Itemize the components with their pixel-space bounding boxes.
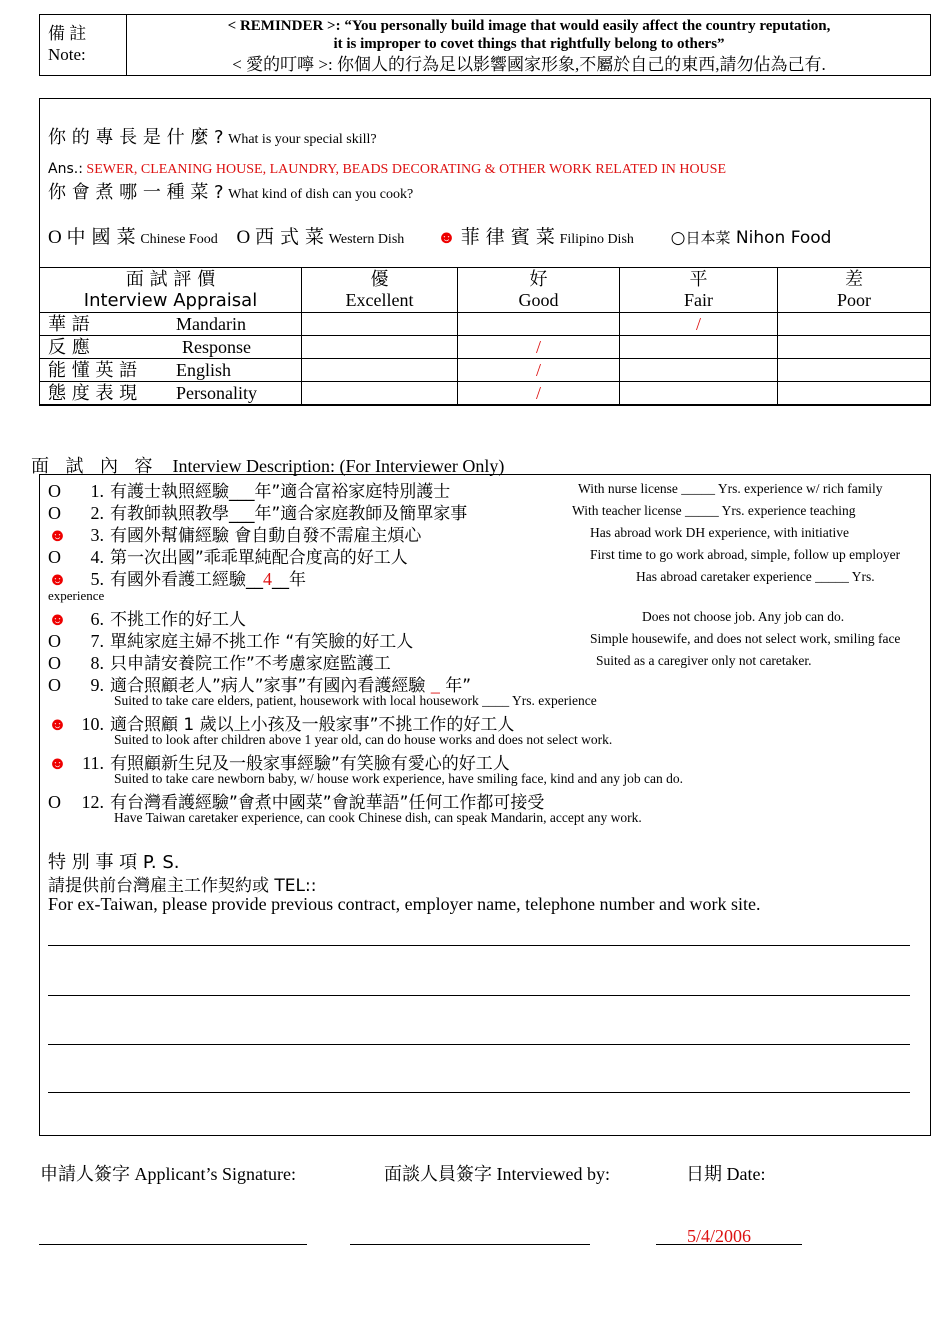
smiley-selected-icon: ☻ [48, 753, 67, 773]
radio-mark: O [48, 227, 62, 248]
appraisal-row-response [40, 336, 931, 359]
smiley-selected-icon: ☻ [437, 227, 456, 247]
item-zh: 第一次出國”乖乖單純配合度高的好工人 [110, 548, 408, 568]
col-en: Good [518, 290, 559, 310]
mark-cell[interactable]: / [458, 336, 620, 359]
col-zh: 差 [845, 269, 863, 290]
row-en: Response [182, 336, 251, 357]
col-good [458, 268, 620, 313]
item-num: 11. [82, 753, 104, 773]
col-fair [620, 268, 778, 313]
item-num: 12. [81, 792, 104, 812]
ps-en: For ex-Taiwan, please provide previous contract, employer name, telephone number and work site. [48, 894, 761, 914]
appraisal-header [40, 268, 302, 313]
item-zh: 適合照顧 1 歲以上小孩及一般家事”不挑工作的好工人 [110, 715, 515, 735]
reminder-line-2: it is improper to covet things that rightfully belong to others” [333, 36, 725, 52]
mark-cell[interactable] [302, 359, 458, 382]
smiley-selected-icon: ☻ [48, 609, 67, 629]
item-num: 6. [90, 609, 104, 629]
interviewer-signature-line[interactable] [350, 1244, 590, 1245]
item-en: Suited to take care newborn baby, w/ house work experience, have smiling face, kind and any job can do. [114, 771, 683, 786]
radio-mark: O [48, 631, 61, 651]
dish-option-chinese[interactable] [48, 227, 218, 248]
note-label-zh: 備 註 [48, 24, 87, 43]
radio-mark: ○ [670, 228, 686, 248]
years-value[interactable]: 4 [263, 569, 272, 589]
smiley-selected-icon: ☻ [48, 714, 67, 734]
skill-answer [48, 161, 726, 178]
item-zh: 有教師執照教學___年”適合家庭教師及簡單家事 [110, 504, 468, 524]
item-en: First time to go work abroad, simple, follow up employer [590, 547, 901, 562]
item-num: 3. [90, 525, 104, 545]
skill-question [48, 123, 377, 149]
reminder-note-box [39, 14, 931, 76]
writing-line[interactable] [48, 945, 910, 946]
dish-en: Filipino Dish [559, 232, 634, 247]
row-zh: 反 應 [48, 336, 90, 358]
dish-en: Western Dish [328, 232, 405, 247]
radio-mark: O [48, 481, 61, 501]
date-value[interactable]: 5/4/2006 [686, 1226, 751, 1246]
mark-cell[interactable] [302, 382, 458, 405]
mark-cell[interactable]: / [458, 359, 620, 382]
item-en: With nurse license _____ Yrs. experience w/ rich family [578, 481, 883, 496]
interview-description-box [39, 474, 931, 1136]
item-en: Has abroad caretaker experience _____ Yrs. [636, 569, 875, 584]
item-en: With teacher license _____ Yrs. experience teaching [572, 503, 856, 518]
row-en: Mandarin [176, 313, 246, 334]
item-zh: 有護士執照經驗___年”適合富裕家庭特別護士 [110, 482, 451, 502]
item-zh: 不挑工作的好工人 [110, 610, 246, 630]
mark-cell[interactable] [778, 313, 931, 336]
ps-title-text: 特 別 事 項 P. S. [48, 852, 180, 873]
description-item[interactable] [48, 565, 306, 590]
item-zh: 有國外看護工經驗__ [110, 570, 263, 590]
item-zh: 年” [439, 676, 472, 696]
mark-cell[interactable] [302, 313, 458, 336]
item-en: Does not choose job. Any job can do. [642, 609, 845, 624]
dish-en: Nihon Food [735, 228, 832, 248]
skill-question-zh: 你 的 專 長 是 什 麼 ? [48, 127, 224, 148]
item-en: Simple housewife, and does not select work, smiling face [590, 631, 901, 646]
title-zh: 面 試 內 容 [31, 456, 159, 476]
col-en: Fair [684, 290, 713, 310]
item-en: Have Taiwan caretaker experience, can cook Chinese dish, can speak Mandarin, accept any work. [114, 810, 642, 825]
mark-cell[interactable] [778, 336, 931, 359]
date-label: 日期 Date: [686, 1164, 766, 1184]
smiley-selected-icon: ☻ [48, 525, 67, 545]
radio-mark: O [48, 503, 61, 523]
col-en: Excellent [345, 290, 414, 310]
reminder-line-zh: < 愛的叮嚀 >: 你個人的行為足以影響國家形象,不屬於自己的東西,請勿佔為己有. [232, 55, 826, 74]
dish-question [48, 178, 413, 204]
header-zh: 面 試 評 價 [125, 269, 216, 290]
radio-mark: O [48, 653, 61, 673]
item-en-wrap: experience [48, 588, 105, 603]
mark-cell[interactable]: / [620, 313, 778, 336]
item-en: Suited as a caregiver only not caretaker. [596, 653, 812, 668]
dish-question-zh: 你 會 煮 哪 一 種 菜 ? [48, 182, 224, 203]
ps-zh: 請提供前台灣雇主工作契約或 TEL:: [48, 876, 317, 896]
item-zh: 有台灣看護經驗”會煮中國菜”會說華語”任何工作都可接受 [110, 793, 545, 813]
appraisal-row-english [40, 359, 931, 382]
smiley-selected-icon: ☻ [48, 569, 67, 589]
radio-mark: O [48, 675, 61, 695]
col-zh: 好 [529, 269, 548, 290]
item-zh: 只申請安養院工作”不考慮家庭監護工 [110, 654, 391, 674]
item-num: 9. [90, 675, 104, 695]
mark-cell[interactable] [620, 382, 778, 405]
writing-line[interactable] [48, 1044, 910, 1045]
row-en: Personality [176, 382, 257, 403]
col-zh: 優 [370, 269, 389, 290]
dish-option-western[interactable] [236, 227, 404, 248]
dish-options [48, 222, 918, 249]
row-zh: 華 語 [48, 313, 90, 335]
dish-option-japanese[interactable] [671, 228, 832, 248]
mark-cell[interactable] [620, 336, 778, 359]
radio-mark: O [48, 792, 61, 812]
col-poor [778, 268, 931, 313]
row-label [40, 359, 302, 382]
item-num: 8. [90, 653, 104, 673]
item-num: 5. [90, 569, 104, 589]
note-label-en: Note: [48, 45, 86, 64]
item-num: 1. [90, 481, 104, 501]
dish-en: Chinese Food [140, 232, 218, 247]
appraisal-header-row [40, 268, 931, 313]
item-num: 2. [90, 503, 104, 523]
row-zh: 能 懂 英 語 [48, 359, 138, 381]
mark-cell[interactable] [778, 359, 931, 382]
row-label [40, 336, 302, 359]
skills-section [39, 98, 931, 406]
interview-appraisal-table [39, 267, 931, 405]
writing-line[interactable] [48, 1092, 910, 1093]
radio-mark: O [236, 227, 251, 248]
answer-label: Ans.: [48, 161, 83, 177]
appraisal-row-mandarin [40, 313, 931, 336]
item-zh: 有照顧新生兒及一般家事經驗”有笑臉有愛心的好工人 [110, 754, 510, 774]
row-en: English [176, 359, 232, 380]
row-label [40, 313, 302, 336]
title-en: Interview Description: (For Interviewer Only) [172, 456, 505, 476]
item-zh: __年 [272, 570, 306, 590]
item-en: Has abroad work DH experience, with initiative [590, 525, 850, 540]
years-value[interactable]: _ [430, 675, 440, 695]
row-zh: 態 度 表 現 [48, 382, 138, 404]
dish-zh: 西 式 菜 [254, 226, 325, 248]
interviewer-signature-label: 面談人員簽字 Interviewed by: [384, 1164, 610, 1184]
mark-cell[interactable] [458, 313, 620, 336]
reminder-line-1: < REMINDER >: “You personally build image that would easily affect the country reputation, [227, 18, 831, 34]
item-en: Suited to look after children above 1 year old, can do house works and does not select work. [114, 732, 613, 747]
item-num: 4. [90, 547, 104, 567]
row-label [40, 382, 302, 405]
dish-zh: 日本菜 [685, 229, 731, 247]
dish-question-en: What kind of dish can you cook? [228, 187, 414, 202]
mark-cell[interactable] [778, 382, 931, 405]
answer-value: SEWER, CLEANING HOUSE, LAUNDRY, BEADS DECORATING & OTHER WORK RELATED IN HOUSE [86, 162, 727, 177]
item-en: Suited to take care elders, patient, housework with local housework ____ Yrs. experience [114, 693, 597, 708]
dish-option-filipino[interactable] [437, 227, 634, 248]
writing-line[interactable] [48, 995, 910, 996]
item-num: 10. [81, 714, 104, 734]
col-en: Poor [836, 290, 871, 310]
item-zh: 有國外幫傭經驗 會自動自發不需雇主煩心 [110, 526, 422, 546]
col-zh: 平 [689, 269, 708, 290]
dish-zh: 菲 律 賓 菜 [460, 226, 555, 248]
item-num: 7. [90, 631, 104, 651]
applicant-signature-line[interactable] [39, 1244, 307, 1245]
item-zh: 單純家庭主婦不挑工作 “有笑臉的好工人 [110, 632, 414, 652]
appraisal-row-personality [40, 382, 931, 405]
item-zh: 適合照顧老人”病人”家事”有國內看護經驗 [110, 676, 431, 696]
mark-cell[interactable] [620, 359, 778, 382]
mark-cell[interactable] [302, 336, 458, 359]
radio-mark: O [48, 547, 61, 567]
col-excellent [302, 268, 458, 313]
header-en: Interview Appraisal [83, 290, 258, 311]
skill-question-en: What is your special skill? [228, 132, 377, 147]
note-label [40, 15, 127, 75]
applicant-signature-label: 申請人簽字 Applicant’s Signature: [40, 1164, 296, 1184]
dish-zh: 中 國 菜 [66, 226, 136, 248]
mark-cell[interactable]: / [458, 382, 620, 405]
